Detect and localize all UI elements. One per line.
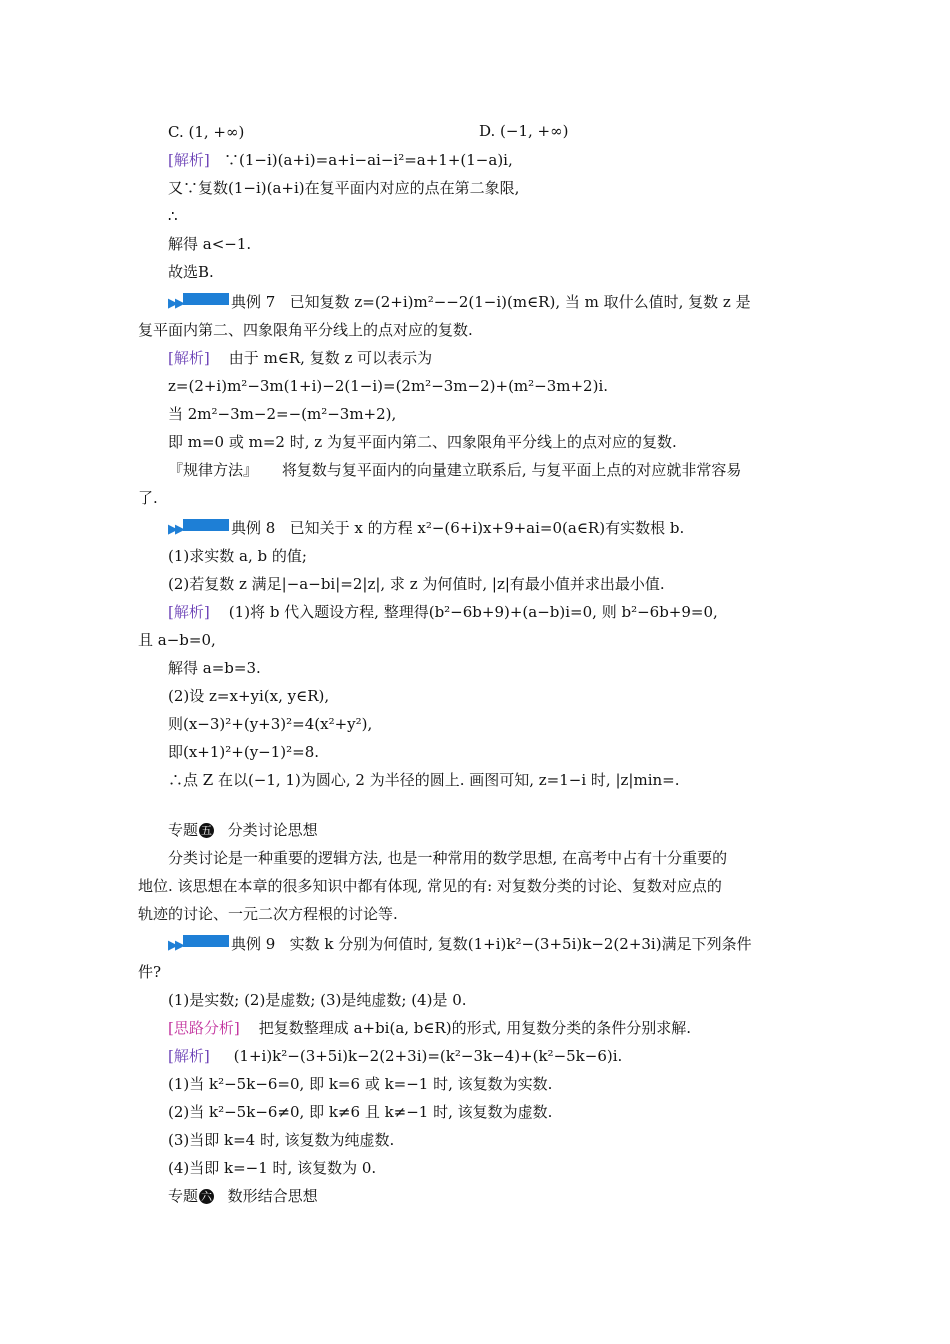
topic-6-heading xyxy=(168,1186,318,1206)
text-line: 分类讨论是一种重要的逻辑方法, 也是一种常用的数学思想, 在高考中占有十分重要的 xyxy=(168,849,728,867)
example-badge-icon xyxy=(183,935,229,947)
text-line: (2)设 z=x+yi(x, y∈R), xyxy=(168,687,330,705)
text-line: (1)求实数 a, b 的值; xyxy=(168,547,307,565)
text-line: 件? xyxy=(138,963,162,981)
text-line: z=(2+i)m²−3m(1+i)−2(1−i)=(2m²−3m−2)+(m²−3m+2)i. xyxy=(168,377,609,395)
text-line: 解得 a=b=3. xyxy=(168,659,261,677)
topic-prefix: 专题 xyxy=(168,1187,199,1205)
question-text: 已知复数 z=(2+i)m²−−2(1−i)(m∈R), 当 m 取什么值时, 复数 z 是 xyxy=(289,293,751,311)
analysis-tag: [解析] xyxy=(168,603,210,621)
text-line: 复平面内第二、四象限角平分线上的点对应的复数. xyxy=(138,321,473,339)
example-label: 典例 9 xyxy=(231,935,276,953)
text-line: 由于 m∈R, 复数 z 可以表示为 xyxy=(228,349,433,367)
topic-prefix: 专题 xyxy=(168,821,199,839)
example-7-heading xyxy=(168,292,751,314)
text-line: (2)当 k²−5k−6≠0, 即 k≠6 且 k≠−1 时, 该复数为虚数. xyxy=(168,1103,553,1121)
analysis-tag: [解析] xyxy=(168,151,210,169)
question-text: 实数 k 分别为何值时, 复数(1+i)k²−(3+5i)k−2(2+3i)满足下列条件 xyxy=(289,935,752,953)
text-line: 故选B. xyxy=(168,263,214,281)
text-line: ∴ xyxy=(168,207,178,225)
text-line: 且 a−b=0, xyxy=(138,631,216,649)
text-line: (1+i)k²−(3+5i)k−2(2+3i)=(k²−3k−4)+(k²−5k−6)i. xyxy=(233,1047,623,1065)
topic-5-heading xyxy=(168,820,318,840)
text-line: 则(x−3)²+(y+3)²=4(x²+y²), xyxy=(168,715,373,733)
double-arrow-icon: ▶▶ xyxy=(168,938,182,953)
text-line: (2)若复数 z 满足|−a−bi|=2|z|, 求 z 为何值时, |z|有最小值并求出最小值. xyxy=(168,575,665,593)
text-line: ∴点 Z 在以(−1, 1)为圆心, 2 为半径的圆上. 画图可知, z=1−i 时, |z|min=. xyxy=(168,771,680,789)
text-line: (1)是实数; (2)是虚数; (3)是纯虚数; (4)是 0. xyxy=(168,991,467,1009)
topic-title: 数形结合思想 xyxy=(227,1187,318,1205)
analysis-tag: [解析] xyxy=(168,1047,210,1065)
example-badge-icon xyxy=(183,519,229,531)
topic-number-badge: 六 xyxy=(201,1190,213,1203)
double-arrow-icon: ▶▶ xyxy=(168,522,182,537)
topic-title: 分类讨论思想 xyxy=(227,821,318,839)
analysis-tag: [解析] xyxy=(168,349,210,367)
text-line: (4)当即 k=−1 时, 该复数为 0. xyxy=(168,1159,377,1177)
text-line: 即(x+1)²+(y−1)²=8. xyxy=(168,743,320,761)
double-arrow-icon: ▶▶ xyxy=(168,296,182,311)
text-line: 了. xyxy=(138,489,158,507)
analysis-line xyxy=(168,602,718,622)
example-8-heading xyxy=(168,518,684,540)
text-line: 地位. 该思想在本章的很多知识中都有体现, 常见的有: 对复数分类的讨论、复数对应点的 xyxy=(138,877,722,895)
option-d: D. (−1, +∞) xyxy=(479,122,569,140)
idea-tag: [思路分析] xyxy=(168,1019,240,1037)
option-c: C. (1, +∞) xyxy=(168,123,245,141)
text-line: 解得 a<−1. xyxy=(168,235,252,253)
text-line: 当 2m²−3m−2=−(m²−3m+2), xyxy=(168,405,397,423)
example-badge-icon xyxy=(183,293,229,305)
text-line: 又∵复数(1−i)(a+i)在复平面内对应的点在第二象限, xyxy=(168,179,520,197)
text-line: (3)当即 k=4 时, 该复数为纯虚数. xyxy=(168,1131,395,1149)
example-9-heading xyxy=(168,934,752,956)
analysis-line xyxy=(168,150,513,170)
analysis-line xyxy=(168,348,432,368)
text-line: (1)当 k²−5k−6=0, 即 k=6 或 k=−1 时, 该复数为实数. xyxy=(168,1075,553,1093)
question-text: 已知关于 x 的方程 x²−(6+i)x+9+ai=0(a∈R)有实数根 b. xyxy=(289,519,685,537)
rule-line xyxy=(168,460,741,480)
idea-line xyxy=(168,1018,691,1038)
text-line: 轨迹的讨论、一元二次方程根的讨论等. xyxy=(138,905,398,923)
text-line: (1)将 b 代入题设方程, 整理得(b²−6b+9)+(a−b)i=0, 则 b²−6b+9=0, xyxy=(228,603,718,621)
analysis-line xyxy=(168,1046,622,1066)
text-line: 将复数与复平面内的向量建立联系后, 与复平面上点的对应就非常容易 xyxy=(281,461,742,479)
text-line: ∵(1−i)(a+i)=a+i−ai−i²=a+1+(1−a)i, xyxy=(224,151,513,169)
example-label: 典例 8 xyxy=(231,519,276,537)
text-line: 即 m=0 或 m=2 时, z 为复平面内第二、四象限角平分线上的点对应的复数. xyxy=(168,433,677,451)
example-label: 典例 7 xyxy=(231,293,276,311)
options-row xyxy=(168,122,244,142)
topic-number-badge: 五 xyxy=(201,824,213,837)
rule-tag: 『规律方法』 xyxy=(168,461,259,479)
text-line: 把复数整理成 a+bi(a, b∈R)的形式, 用复数分类的条件分别求解. xyxy=(258,1019,691,1037)
